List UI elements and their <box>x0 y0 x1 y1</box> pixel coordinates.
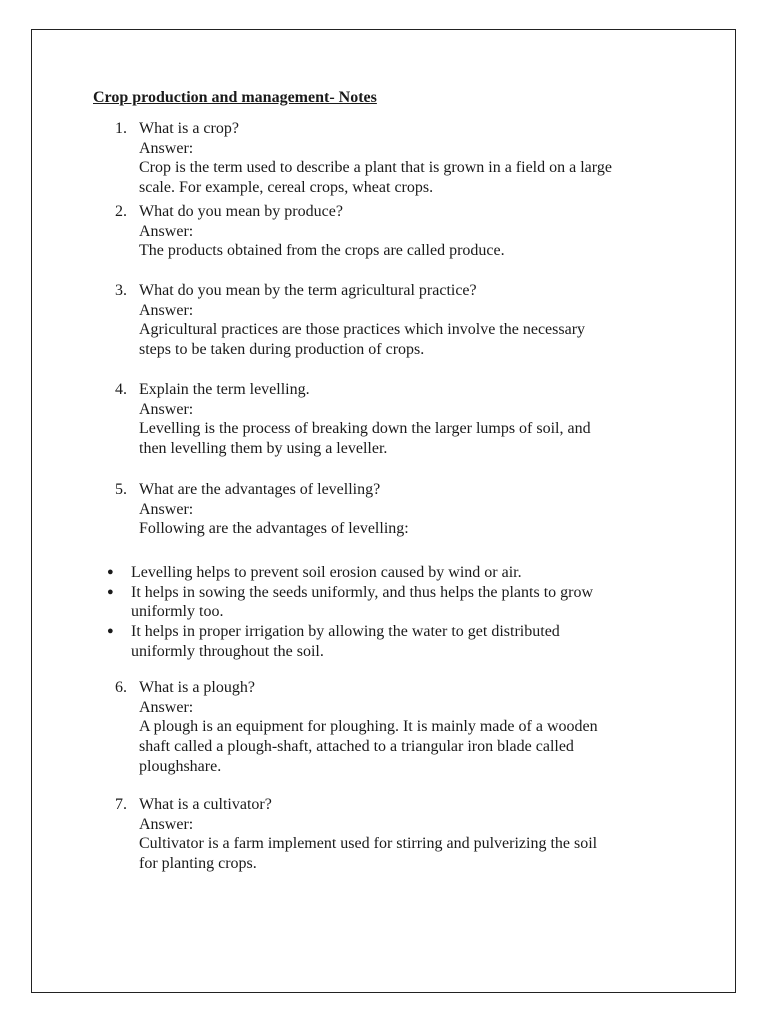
list-item-line: It helps in sowing the seeds uniformly, and thus helps the plants to grow <box>131 583 594 601</box>
question-text: What is a cultivator? <box>139 796 272 813</box>
answer-label: Answer: <box>139 139 194 157</box>
answer-line: A plough is an equipment for ploughing. It is mainly made of a wooden <box>139 718 598 736</box>
question-number: 4. <box>115 381 127 398</box>
answer-line: for planting crops. <box>139 855 257 873</box>
question-number: 7. <box>115 796 127 813</box>
question-text: What do you mean by produce? <box>139 203 343 220</box>
answer-line: scale. For example, cereal crops, wheat crops. <box>139 179 434 197</box>
document-title: Crop production and management- Notes <box>93 89 377 106</box>
answer-line: steps to be taken during production of crops. <box>139 341 425 359</box>
answer-label: Answer: <box>139 301 194 319</box>
answer-line: Crop is the term used to describe a plant that is grown in a field on a large <box>139 159 612 177</box>
question-number: 6. <box>115 679 127 696</box>
bullet-icon: ● <box>107 566 114 578</box>
answer-label: Answer: <box>139 222 194 240</box>
list-item <box>107 563 691 583</box>
question-text: What is a crop? <box>139 120 239 137</box>
question-number: 1. <box>115 120 127 137</box>
question-item <box>115 480 699 539</box>
question-item <box>115 202 699 261</box>
question-number: 5. <box>115 481 127 498</box>
question-text: Explain the term levelling. <box>139 381 310 398</box>
question-number: 2. <box>115 203 127 220</box>
question-item <box>115 119 699 198</box>
advantages-list <box>107 563 691 662</box>
answer-label: Answer: <box>139 815 194 833</box>
answer-line: then levelling them by using a leveller. <box>139 440 388 458</box>
question-number: 3. <box>115 282 127 299</box>
answer-line: The products obtained from the crops are called produce. <box>139 242 505 260</box>
question-item <box>115 795 699 874</box>
answer-line: ploughshare. <box>139 757 222 775</box>
question-item <box>115 380 699 459</box>
question-text: What is a plough? <box>139 679 255 696</box>
question-text: What do you mean by the term agricultural practice? <box>139 282 477 299</box>
bullet-icon: ● <box>107 585 114 598</box>
answer-line: Levelling is the process of breaking down the larger lumps of soil, and <box>139 420 591 438</box>
answer-label: Answer: <box>139 400 194 418</box>
answer-line: Agricultural practices are those practices which involve the necessary <box>139 321 586 339</box>
answer-line: Cultivator is a farm implement used for stirring and pulverizing the soil <box>139 835 598 853</box>
list-item-line: It helps in proper irrigation by allowing the water to get distributed <box>131 623 560 641</box>
question-text: What are the advantages of levelling? <box>139 481 381 498</box>
answer-line: Following are the advantages of levelling: <box>139 520 409 538</box>
list-item <box>107 583 691 622</box>
answer-line: shaft called a plough-shaft, attached to a triangular iron blade called <box>139 738 574 756</box>
question-item <box>115 678 699 777</box>
question-item <box>115 281 699 360</box>
list-item-line: uniformly throughout the soil. <box>131 642 324 660</box>
bullet-icon: ● <box>107 625 114 638</box>
list-item-line: uniformly too. <box>131 603 224 621</box>
answer-label: Answer: <box>139 698 194 716</box>
list-item <box>107 622 691 661</box>
answer-label: Answer: <box>139 500 194 518</box>
list-item-line: Levelling helps to prevent soil erosion caused by wind or air. <box>131 564 522 581</box>
